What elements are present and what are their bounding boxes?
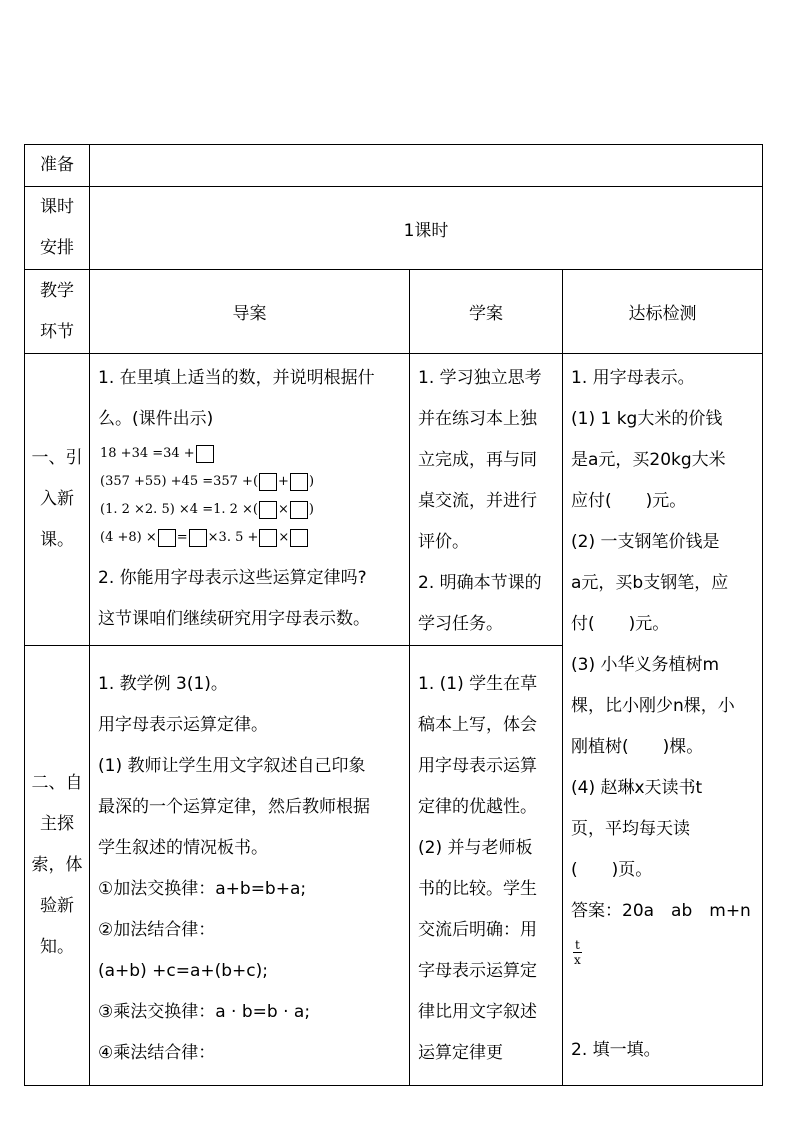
equation-1 — [90, 440, 409, 468]
equation-2 — [90, 468, 409, 496]
section-label — [25, 270, 90, 354]
equation-text: (357 +55) +45 =357 +( — [100, 474, 259, 489]
lesson-plan-table — [24, 144, 763, 1086]
blank-box — [290, 529, 308, 547]
intro-label-line: 一、引 — [31, 448, 83, 468]
study-line: 字母表示运算定 — [418, 961, 537, 981]
equation-text: 18 +34 =34 + — [100, 446, 195, 461]
explore-guide — [90, 646, 410, 1086]
explore-label-line: 二、自 — [31, 773, 83, 793]
check-cell — [563, 354, 763, 1086]
equation-op: ) — [308, 502, 314, 517]
header-check: 达标检测 — [563, 270, 763, 354]
study-line: 评价。 — [418, 532, 469, 552]
blank-box — [259, 529, 277, 547]
guide-line: 最深的一个运算定律，然后教师根据 — [98, 797, 370, 817]
blank-box — [196, 445, 214, 463]
equation-op: ×3. 5 + — [207, 530, 259, 545]
check-line: (4) 赵琳x天读书t — [571, 778, 703, 798]
prep-row — [25, 145, 763, 187]
guide-line: ③乘法交换律：a · b=b · a; — [98, 1002, 311, 1022]
guide-line: ②加法结合律： — [98, 920, 216, 940]
study-line: 律比用文字叙述 — [418, 1002, 537, 1022]
check-line: (3) 小华义务植树m — [571, 655, 720, 675]
blank-box — [158, 529, 176, 547]
study-line: 1. 学习独立思考 — [418, 368, 542, 388]
check-line: 棵，比小刚少n棵，小 — [571, 696, 735, 716]
check-line: ( )页。 — [571, 860, 653, 880]
answer-fraction — [573, 938, 582, 967]
study-line: 交流后明确：用 — [418, 920, 537, 940]
intro-question-2: 2. 你能用字母表示这些运算定律吗? — [98, 568, 367, 588]
intro-label-line: 入新 — [40, 489, 74, 509]
header-row — [25, 270, 763, 354]
explore-study — [410, 646, 563, 1086]
study-line: 2. 明确本节课的 — [418, 573, 542, 593]
fraction-denominator: x — [574, 953, 581, 967]
study-line: 1. (1) 学生在草 — [418, 674, 538, 694]
guide-line: ④乘法结合律： — [98, 1043, 216, 1063]
equation-op: × — [278, 530, 290, 545]
equation-text: (4 +8) × — [100, 530, 157, 545]
check-answer: 答案：20a ab m+n — [571, 901, 751, 921]
check-fill-in: 2. 填一填。 — [571, 1040, 661, 1060]
period-label-line: 课时 — [40, 197, 74, 217]
intro-question-1: 1. 在里填上适当的数，并说明根据什 — [98, 368, 375, 388]
check-line: 是a元，买20kg大米 — [571, 450, 726, 470]
blank-box — [189, 529, 207, 547]
blank-box — [290, 473, 308, 491]
guide-line: 1. 教学例 3(1)。 — [98, 674, 228, 694]
explore-label-line: 索，体 — [31, 855, 83, 875]
section-label-line: 教学 — [40, 280, 74, 301]
period-label — [25, 187, 90, 270]
study-line: 学习任务。 — [418, 614, 503, 634]
row-intro — [25, 354, 763, 646]
prep-label: 准备 — [25, 145, 90, 187]
explore-label-line: 知。 — [40, 937, 74, 957]
guide-line: (1) 教师让学生用文字叙述自己印象 — [98, 756, 366, 776]
equation-op: + — [278, 474, 289, 489]
explore-label-line: 验新 — [40, 896, 74, 916]
study-line: 稿本上写，体会 — [418, 715, 537, 735]
check-line: (2) 一支钢笔价钱是 — [571, 532, 720, 552]
period-label-line: 安排 — [40, 238, 74, 258]
equation-op: ) — [308, 474, 315, 489]
check-line: 应付( )元。 — [571, 491, 687, 511]
blank-box — [259, 501, 277, 519]
guide-line: 用字母表示运算定律。 — [98, 715, 268, 735]
check-line: 刚植树( )棵。 — [571, 737, 704, 757]
study-line: 运算定律更 — [418, 1043, 503, 1063]
guide-line: ①加法交换律：a+b=b+a; — [98, 879, 307, 899]
explore-label — [25, 646, 90, 1086]
intro-guide — [90, 354, 410, 646]
equation-3 — [90, 496, 409, 524]
study-line: 立完成，再与同 — [418, 450, 537, 470]
study-line: 用字母表示运算 — [418, 756, 537, 776]
guide-line: 学生叙述的情况板书。 — [98, 838, 268, 858]
fraction-numerator: t — [575, 938, 580, 952]
check-line: 1. 用字母表示。 — [571, 368, 695, 388]
blank-box — [290, 501, 308, 519]
guide-line: (a+b) +c=a+(b+c); — [98, 961, 268, 981]
intro-label — [25, 354, 90, 646]
study-line: (2) 并与老师板 — [418, 838, 533, 858]
study-line: 书的比较。学生 — [418, 879, 537, 899]
study-line: 桌交流，并进行 — [418, 491, 537, 511]
study-line: 并在练习本上独 — [418, 409, 537, 429]
check-line: a元，买b支钢笔，应 — [571, 573, 729, 593]
section-label-line: 环节 — [40, 321, 74, 342]
explore-label-line: 主探 — [40, 814, 74, 834]
header-guide: 导案 — [90, 270, 410, 354]
period-row — [25, 187, 763, 270]
check-line: 付( )元。 — [571, 614, 670, 634]
intro-question-1b: 么。(课件出示) — [98, 409, 214, 429]
equation-op: = — [176, 530, 188, 545]
period-value: 1课时 — [90, 187, 763, 270]
answer-fraction-wrap — [563, 932, 762, 982]
check-line: (1) 1 kg大米的价钱 — [571, 409, 723, 429]
check-line: 页，平均每天读 — [571, 819, 690, 839]
blank-box — [259, 473, 277, 491]
equation-text: (1. 2 ×2. 5) ×4 =1. 2 ×( — [100, 502, 259, 517]
prep-content — [90, 145, 763, 187]
intro-question-2b: 这节课咱们继续研究用字母表示数。 — [98, 609, 370, 629]
header-study: 学案 — [410, 270, 563, 354]
study-line: 定律的优越性。 — [418, 797, 537, 817]
intro-label-line: 课。 — [40, 530, 74, 550]
equation-4 — [90, 524, 409, 552]
intro-study — [410, 354, 563, 646]
equation-op: × — [278, 502, 289, 517]
